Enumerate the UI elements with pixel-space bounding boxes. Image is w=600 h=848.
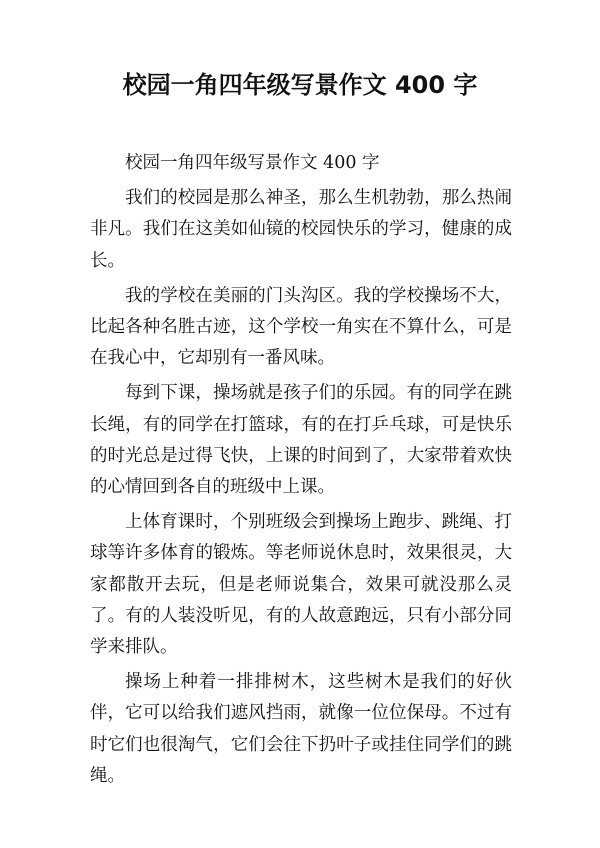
paragraph: 我的学校在美丽的门头沟区。我的学校操场不大，比起各种名胜古迹，这个学校一角实在不算什么，可是在我心中，它却别有一番风味。	[90, 285, 512, 369]
document-title: 校园一角四年级写景作文 400 字	[122, 71, 478, 99]
paragraph: 上体育课时，个别班级会到操场上跑步、跳绳、打球等许多体育的锻炼。等老师说休息时，效果很灵，大家都散开去玩，但是老师说集合，效果可就没那么灵了。有的人装没听见，有的人故意跑远，只有小部分同学来排队。	[90, 512, 512, 658]
paragraph: 操场上种着一排排树木，这些树木是我们的好伙伴，它可以给我们遮风挡雨，就像一位位保母。不过有时它们也很淘气，它们会往下扔叶子或挂住同学们的跳绳。	[90, 672, 512, 786]
paragraph: 我们的校园是那么神圣，那么生机勃勃，那么热闹非凡。我们在这美如仙镜的校园快乐的学习，健康的成长。	[90, 188, 512, 271]
paragraph: 每到下课，操场就是孩子们的乐园。有的同学在跳长绳，有的同学在打篮球，有的在打乒乓球，可是快乐的时光总是过得飞快，上课的时间到了，大家带着欢快的心情回到各自的班级中上课。	[90, 383, 512, 498]
subtitle-paragraph: 校园一角四年级写景作文 400 字	[125, 153, 380, 173]
document-body	[90, 148, 512, 796]
